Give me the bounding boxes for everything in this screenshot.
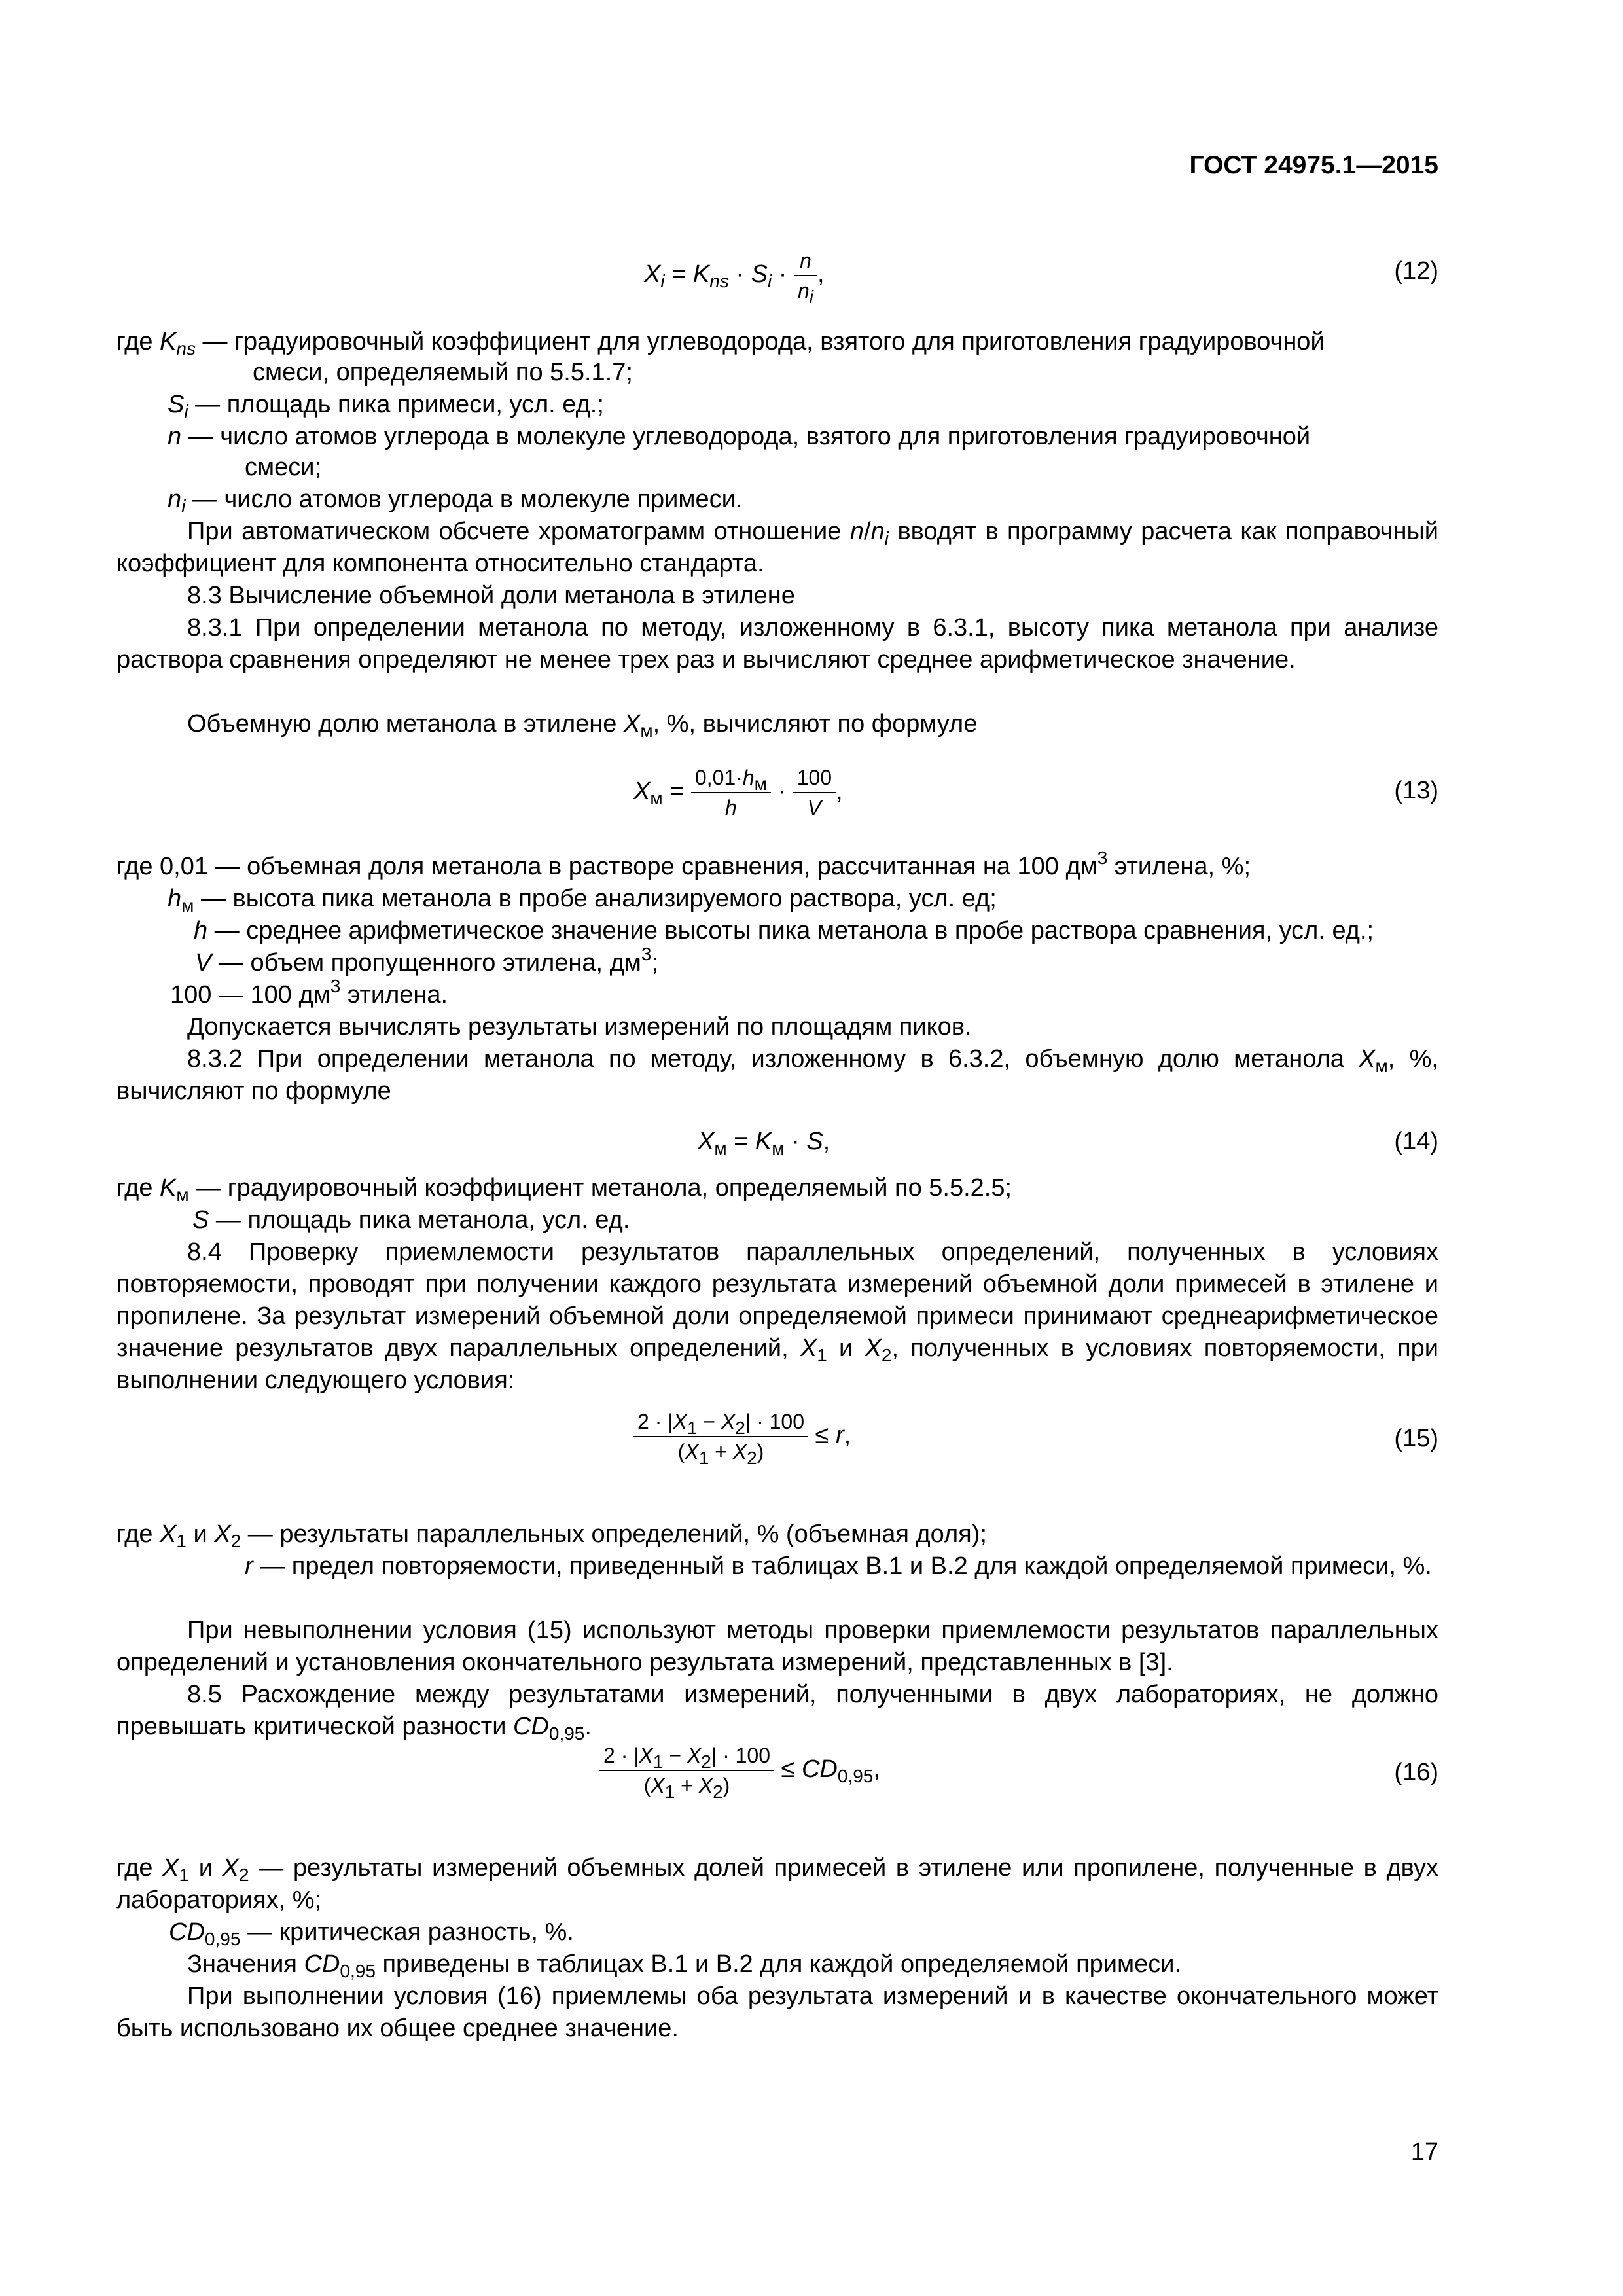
formula-15-number: (15) (1394, 1425, 1438, 1452)
formula-16-number: (16) (1394, 1759, 1438, 1786)
where-kns-cont: смеси, определяемый по 5.5.1.7; (253, 359, 633, 386)
paragraph-fail-15: При невыполнении условия (15) используют методы проверки приемлемости результатов параллельных определений и установления окончательного результата измерений, представленных в [3]. (116, 1617, 1438, 1676)
formula-12 (116, 241, 1438, 306)
formula-15-expression: $\frac{2 \cdot |X_1 - X_2| \cdot 100}{(X_1 + X_2)}$ ≤ r, (633, 1407, 851, 1466)
where-100: 100 — 100 $дм^3$ этилена. (170, 976, 448, 1009)
section-8-5: 8.5 Расхождение между результатами измерений, полученными в двух лабораториях, не должно превышать критической разности $CD_{0,95}$. (116, 1681, 1438, 1744)
section-8-3-heading: 8.3 Вычисление объемной доли метанола в этилене (187, 582, 795, 609)
paragraph-cd-values: Значения $CD_{0,95}$ приведены в таблицах В.1 и В.2 для каждой определяемой примеси. (187, 1950, 1182, 1981)
paragraph-volume-fraction: Объемную долю метанола в этилене $X_м$, %, вычисляют по формуле (187, 710, 978, 741)
formula-14-number: (14) (1394, 1128, 1438, 1155)
where-cd: $CD_{0,95}$ — критическая разность, %. (169, 1918, 574, 1949)
section-8-3-2: 8.3.2 При определении метанола по методу, изложенному в 6.3.2, объемную долю метанола $X_м$, %, вычисляют по формуле (116, 1045, 1438, 1105)
formula-12-expression: $X_i = K_{ns} \cdot S_i$ · $\frac{n}{n_i}$ , (644, 246, 825, 305)
where-n-cont: смеси; (245, 454, 322, 481)
standard-header: ГОСТ 24975.1—2015 (1189, 151, 1438, 179)
where-v: V — объем пропущенного этилена, $дм^3$; (195, 944, 659, 977)
paragraph-final: При выполнении условия (16) приемлемы оба результата измерений и в качестве окончательного может быть использовано их общее среднее значение. (116, 1982, 1438, 2042)
formula-13-expression: $X_м$ = $\frac{0,01\cdot h_м}{h}$ · $\frac{100}{V}$ , (633, 763, 843, 822)
where-x1-x2-lab: где $X_1$ и $X_2$ — результаты измерений объемных долей примесей в этилене или пропилене, полученные в двух лабораториях, %; (116, 1854, 1438, 1914)
section-8-3-1: 8.3.1 При определении метанола по методу, изложенному в 6.3.1, высоту пика метанола при анализе раствора сравнения определяют не менее трех раз и вычисляют среднее арифметическое значение. (116, 614, 1438, 673)
where-x1-x2: где $X_1$ и $X_2$ — результаты параллельных определений, % (объемная доля); (116, 1520, 987, 1551)
where-ni: $n_i$ — число атомов углерода в молекуле примеси. (168, 486, 743, 516)
formula-14-expression: $X_м = K_м \cdot S$, (698, 1128, 830, 1158)
where-km: где $K_м$ — градуировочный коэффициент метанола, определяемый по 5.5.2.5; (116, 1174, 1012, 1205)
where-0-01: где 0,01 — объемная доля метанола в растворе сравнения, рассчитанная на 100 $дм^3$ этилена, %; (116, 848, 1251, 880)
formula-15 (116, 1407, 1438, 1479)
where-n: n — число атомов углерода в молекуле углеводорода, взятого для приготовления градуировочной (168, 423, 1311, 450)
document-page (116, 0, 1438, 2296)
section-8-4: 8.4 Проверку приемлемости результатов параллельных определений, полученных в условиях повторяемости, проводят при получении каждого результата измерений объемной доли примесей в этилене и пропилене. За результат измерений объемной доли определяемой примеси принимают среднеарифметическое значение результатов двух параллельных определений, $X_1$ и $X_2$, полученных в условиях повторяемости, при выполнении следующего условия: (116, 1238, 1439, 1394)
paragraph-auto-calc: При автоматическом обсчете хроматограмм отношение $n/n_i$ вводят в программу расчета как поправочный коэффициент для компонента относительно стандарта. (116, 518, 1438, 577)
where-si: $S_i$ — площадь пика примеси, усл. ед.; (168, 391, 604, 422)
formula-13 (116, 759, 1438, 831)
page-number: 17 (1410, 2138, 1438, 2166)
where-h: h — среднее арифметическое значение высоты пика метанола в пробе раствора сравнения, усл. ед.; (194, 917, 1374, 944)
where-hm: $h_м$ — высота пика метанола в пробе анализируемого раствора, усл. ед; (168, 885, 997, 916)
formula-16 (116, 1741, 1438, 1813)
where-r: r — предел повторяемости, приведенный в таблицах В.1 и В.2 для каждой определяемой примеси, %. (245, 1552, 1432, 1580)
formula-13-number: (13) (1394, 777, 1438, 804)
formula-14 (116, 1126, 1438, 1165)
paragraph-areas: Допускается вычислять результаты измерений по площадям пиков. (187, 1013, 972, 1041)
formula-16-expression: $\frac{2 \cdot |X_1 - X_2| \cdot 100}{(X_1 + X_2)}$ ≤ $CD_{0,95}$, (599, 1741, 880, 1800)
formula-12-number: (12) (1394, 257, 1438, 285)
where-kns: где $K_{ns}$ — градуировочный коэффициент для углеводорода, взятого для приготовления градуировочной (116, 328, 1325, 359)
where-s: S — площадь пика метанола, усл. ед. (192, 1206, 630, 1234)
